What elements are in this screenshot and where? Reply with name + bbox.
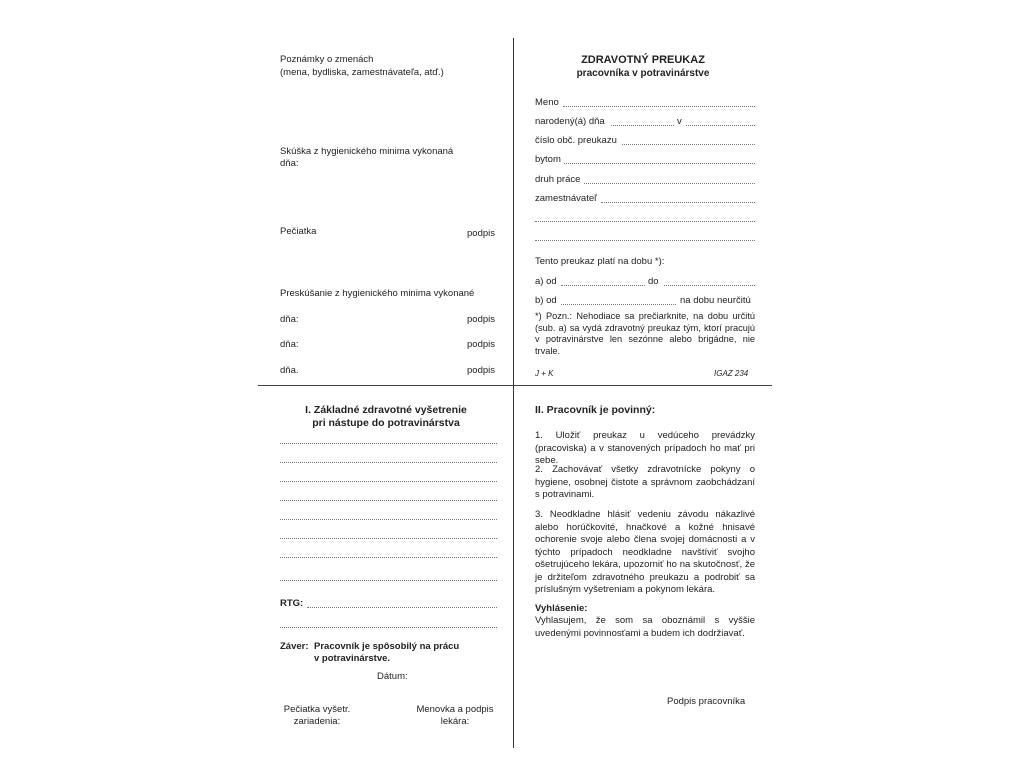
exam-label: Skúška z hygienického minima vykonaná (280, 146, 454, 157)
blank-line-2[interactable] (535, 239, 755, 241)
form-code: IGAZ 234 (714, 369, 749, 378)
validity-b-from-line[interactable] (561, 303, 676, 305)
publisher-mark: J + K (535, 369, 554, 378)
declaration-title: Vyhlásenie: (535, 603, 588, 614)
doctor-sign-label: Menovka a podpis (416, 704, 494, 715)
field-name-label: Meno (535, 97, 559, 108)
exam-line-5[interactable] (280, 518, 497, 520)
conclusion-text-2: v potravinárstve. (314, 653, 391, 664)
exam-line-4[interactable] (280, 499, 497, 501)
reexam-sign-3: podpis (467, 365, 495, 376)
field-birth-place-label: v (677, 116, 682, 127)
reexam-sign-2: podpis (467, 339, 495, 350)
field-birth-label: narodený(á) dňa (535, 116, 605, 127)
exam-line-7[interactable] (280, 556, 497, 558)
signature-label: podpis (467, 228, 495, 239)
reexam-date-2: dňa: (280, 339, 299, 350)
exam-line-8[interactable] (280, 579, 497, 581)
card-subtitle: pracovníka v potravinárstve (576, 68, 710, 79)
field-name-line[interactable] (563, 105, 755, 107)
notes-subtitle: (mena, bydliska, zamestnávateľa, atď.) (280, 67, 444, 78)
reexam-date-3: dňa. (280, 365, 299, 376)
exam-stamp-label: Pečiatka vyšetr. (283, 704, 351, 715)
validity-a-from-line[interactable] (561, 284, 645, 286)
rtg-line-2[interactable] (280, 626, 497, 628)
conclusion-label: Záver: (280, 641, 309, 652)
blank-line-1[interactable] (535, 220, 755, 222)
doctor-sign-label-2: lekára: (440, 716, 470, 727)
field-birth-place-line[interactable] (686, 124, 755, 126)
duty-1: 1. Uložiť preukaz u vedúceho prevádzky (pracoviska) a v stanovených prípadoch ho mať pri sebe. (535, 430, 755, 466)
exam-date-label: dňa: (280, 158, 299, 169)
rtg-label: RTG: (280, 598, 304, 609)
field-id-label: číslo obč. preukazu (535, 135, 617, 146)
reexam-date-1: dňa: (280, 314, 299, 325)
card-title: ZDRAVOTNÝ PREUKAZ (581, 54, 705, 66)
exam-line-2[interactable] (280, 461, 497, 463)
rtg-line[interactable] (307, 606, 497, 608)
field-id-line[interactable] (622, 143, 755, 145)
notes-title: Poznámky o zmenách (280, 54, 374, 65)
validity-b-from: b) od (535, 295, 557, 306)
date-label: Dátum: (377, 671, 408, 682)
duty-3: 3. Neodkladne hlásiť vedeniu závodu nákazlivé alebo horúčkovité, hnačkové a kožné hnisavé ochorenie svoje alebo člena svojej domácnosti a v týchto prípadoch neodkladne navštíviť svojho ošetrujúceho lekára, upozorniť ho na skutočnosť, že je držiteľom zdravotného preukazu a podrobiť sa príslušným vyšetreniam a pokynom lekára. (535, 509, 755, 595)
declaration-text: Vyhlasujem, že som sa oboznámil s vyššie uvedenými povinnosťami a budem ich dodržiavať. (535, 615, 755, 639)
exam-line-3[interactable] (280, 480, 497, 482)
field-birth-date-line[interactable] (611, 124, 674, 126)
validity-note: *) Pozn.: Nehodiace sa prečiarknite, na dobu určitú (sub. a) sa vydá zdravotný preukaz tým, ktorí pracujú v potravinárstve len sezónne alebo brigádne, nie trvale. (535, 311, 755, 356)
exam-stamp-label-2: zariadenia: (293, 716, 341, 727)
validity-a-from: a) od (535, 276, 557, 287)
stamp-label: Pečiatka (280, 226, 317, 237)
conclusion-text: Pracovník je spôsobilý na prácu (314, 641, 460, 652)
validity-a-to-line[interactable] (664, 284, 755, 286)
field-employer-line[interactable] (601, 201, 755, 203)
field-employer-label: zamestnávateľ (535, 193, 597, 204)
exam-line-1[interactable] (280, 442, 497, 444)
validity-a-to: do (648, 276, 659, 287)
exam-section-subtitle: pri nástupe do potravinárstva (312, 417, 460, 429)
vertical-fold-line (513, 38, 514, 748)
duty-2: 2. Zachovávať všetky zdravotnícke pokyny o hygiene, osobnej čistote a správnom zaobchádzaní s potravinami. (535, 464, 755, 500)
reexam-sign-1: podpis (467, 314, 495, 325)
exam-section-title: I. Základné zdravotné vyšetrenie (305, 404, 467, 416)
field-address-label: bytom (535, 154, 561, 165)
exam-line-6[interactable] (280, 537, 497, 539)
duties-title: II. Pracovník je povinný: (535, 404, 656, 416)
field-job-line[interactable] (584, 182, 755, 184)
field-address-line[interactable] (564, 162, 755, 164)
validity-label: Tento preukaz platí na dobu *): (535, 256, 665, 267)
worker-signature-label: Podpis pracovníka (667, 696, 746, 707)
field-job-label: druh práce (535, 174, 581, 185)
validity-indefinite: na dobu neurčitú (680, 295, 751, 306)
reexam-label: Preskúšanie z hygienického minima vykonané (280, 288, 475, 299)
horizontal-fold-line (258, 385, 772, 386)
